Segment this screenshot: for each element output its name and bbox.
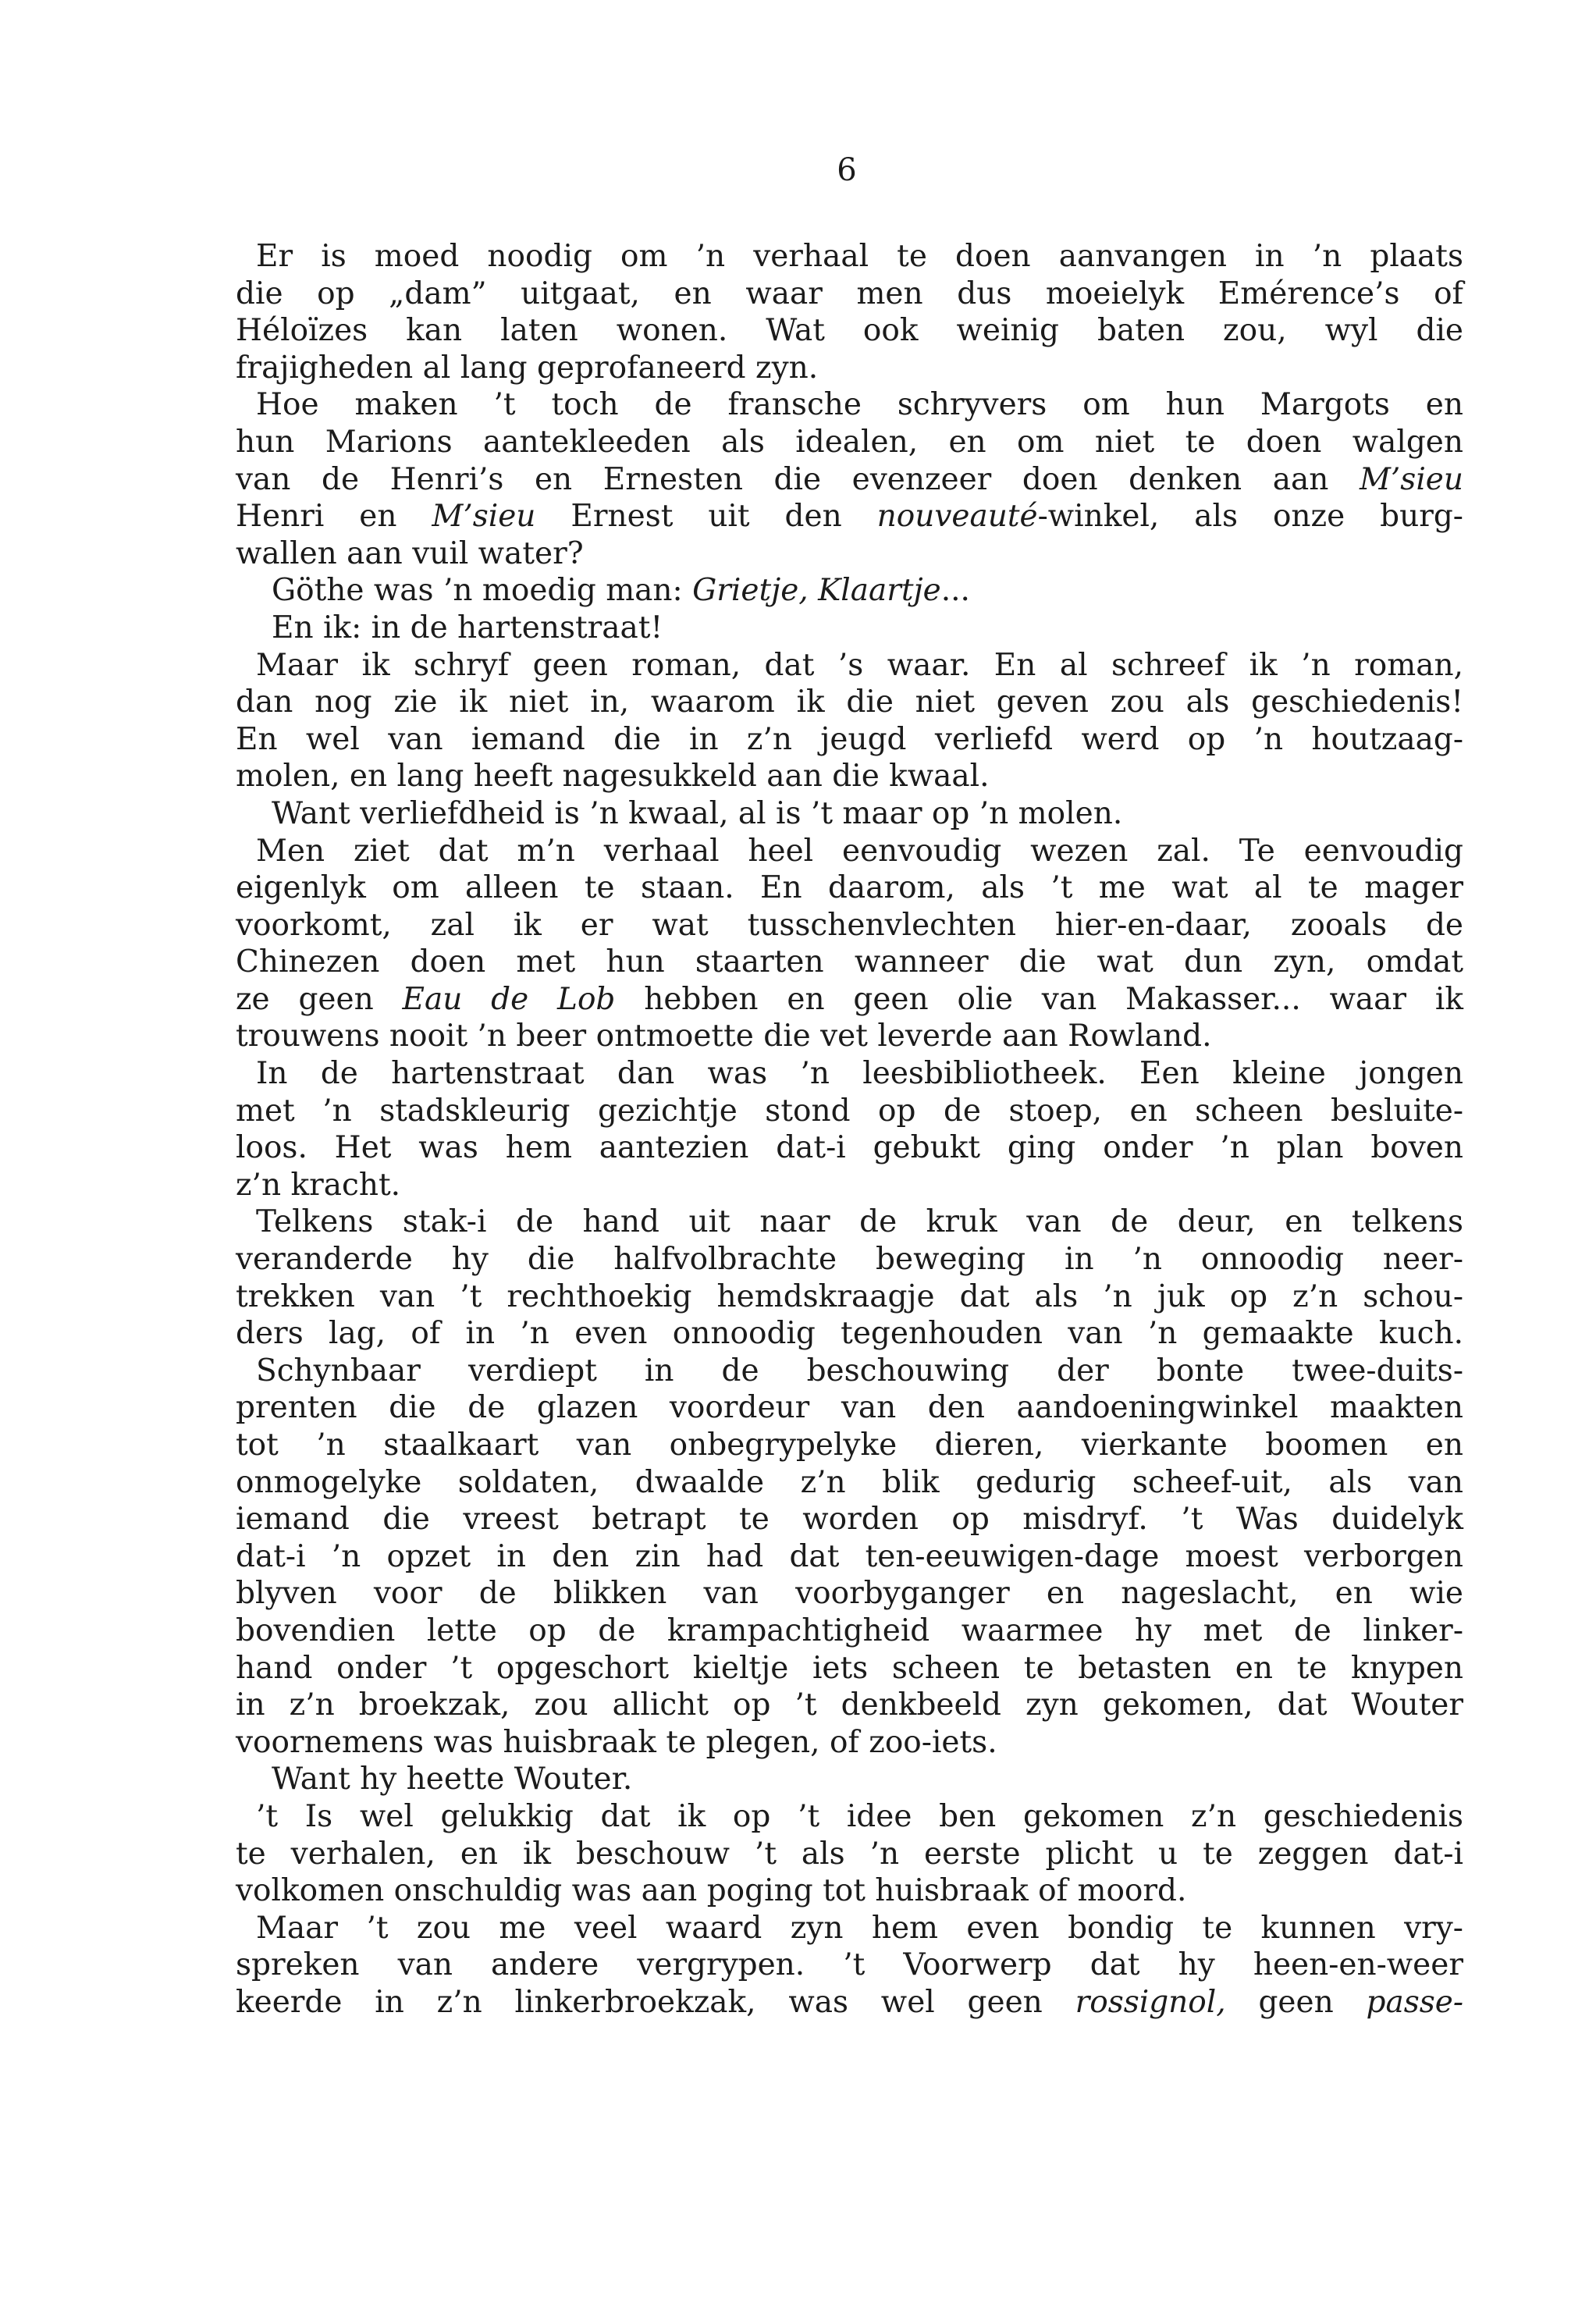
text-line: volkomen onschuldig was aan poging tot huisbraak of moord.	[236, 1873, 1187, 1909]
text-line: eigenlyk om alleen te staan. En daarom, als ’t me wat al te mager	[236, 870, 1463, 906]
text-line: ze geen Eau de Lob hebben en geen olie van Makasser... waar ik	[236, 981, 1464, 1017]
text-line: frajigheden al lang geprofaneerd zyn.	[236, 350, 819, 386]
text-line: voornemens was huisbraak te plegen, of zoo-iets.	[236, 1724, 997, 1760]
text-line: prenten die de glazen voordeur van den aandoeningwinkel maakten	[236, 1390, 1463, 1426]
text-line: Want verliefdheid is ’n kwaal, al is ’t maar op ’n molen.	[272, 795, 1123, 831]
text-line: van de Henri’s en Ernesten die evenzeer doen denken aan M’sieu	[236, 461, 1463, 497]
text-line: ’t Is wel gelukkig dat ik op ’t idee ben gekomen z’n geschiedenis	[256, 1798, 1463, 1834]
text-line: Göthe was ’n moedig man: Grietje, Klaartje...	[272, 573, 970, 609]
text-line: hun Marions aantekleeden als idealen, en om niet te doen walgen	[236, 424, 1463, 460]
text-line: dat-i ’n opzet in den zin had dat ten-eeuwigen-dage moest verborgen	[236, 1538, 1463, 1574]
text-line: Hoe maken ’t toch de fransche schryvers om hun Margots en	[256, 387, 1463, 423]
text-line: dan nog zie ik niet in, waarom ik die niet geven zou als geschiedenis!	[236, 684, 1463, 720]
text-line: Maar ik schryf geen roman, dat ’s waar. En al schreef ik ’n roman,	[256, 647, 1463, 683]
text-line: ders lag, of in ’n even onnoodig tegenhouden van ’n gemaakte kuch.	[236, 1316, 1463, 1352]
text-line: En ik: in de hartenstraat!	[272, 610, 663, 645]
page-number: 6	[837, 152, 857, 188]
text-line: met ’n stadskleurig gezichtje stond op de stoep, en scheen besluite-	[236, 1093, 1463, 1129]
text-line: In de hartenstraat dan was ’n leesbibliotheek. Een kleine jongen	[256, 1056, 1463, 1092]
text-line: Er is moed noodig om ’n verhaal te doen aanvangen in ’n plaats	[256, 239, 1463, 274]
text-line: blyven voor de blikken van voorbyganger en nageslacht, en wie	[236, 1576, 1463, 1612]
text-line: trekken van ’t rechthoekig hemdskraagje dat als ’n juk op z’n schou-	[236, 1278, 1463, 1314]
text-line: Men ziet dat m’n verhaal heel eenvoudig wezen zal. Te eenvoudig	[256, 833, 1463, 869]
text-line: te verhalen, en ik beschouw ’t als ’n eerste plicht u te zeggen dat-i	[236, 1836, 1463, 1872]
text-line: En wel van iemand die in z’n jeugd verliefd werd op ’n houtzaag-	[236, 721, 1463, 757]
text-line: Henri en M’sieu Ernest uit den nouveauté-winkel, als onze burg-	[236, 499, 1463, 535]
text-line: Chinezen doen met hun staarten wanneer die wat dun zyn, omdat	[236, 944, 1463, 980]
text-line: Schynbaar verdiept in de beschouwing der bonte twee-duits-	[256, 1353, 1463, 1388]
text-line: onmogelyke soldaten, dwaalde z’n blik gedurig scheef-uit, als van	[236, 1464, 1463, 1500]
text-line: trouwens nooit ’n beer ontmoette die vet leverde aan Rowland.	[236, 1019, 1212, 1054]
text-line: molen, en lang heeft nagesukkeld aan die kwaal.	[236, 759, 990, 795]
text-line: Telkens stak-i de hand uit naar de kruk van de deur, en telkens	[256, 1204, 1463, 1240]
text-line: Want hy heette Wouter.	[272, 1762, 633, 1797]
text-line: wallen aan vuil water?	[236, 535, 584, 571]
text-line: spreken van andere vergrypen. ’t Voorwerp dat hy heen-en-weer	[236, 1947, 1463, 1983]
text-line: keerde in z’n linkerbroekzak, was wel geen rossignol, geen passe-	[236, 1984, 1464, 2020]
text-line: z’n kracht.	[236, 1167, 401, 1203]
text-line: in z’n broekzak, zou allicht op ’t denkbeeld zyn gekomen, dat Wouter	[236, 1687, 1463, 1723]
text-line: veranderde hy die halfvolbrachte beweging in ’n onnoodig neer-	[236, 1242, 1463, 1278]
text-line: bovendien lette op de krampachtigheid waarmee hy met de linker-	[236, 1612, 1463, 1648]
text-line: hand onder ’t opgeschort kieltje iets scheen te betasten en te knypen	[236, 1650, 1463, 1686]
text-line: loos. Het was hem aantezien dat-i gebukt ging onder ’n plan boven	[236, 1130, 1463, 1166]
text-line: Héloïzes kan laten wonen. Wat ook weinig baten zou, wyl die	[236, 313, 1463, 349]
text-line: voorkomt, zal ik er wat tusschenvlechten hier-en-daar, zooals de	[236, 907, 1463, 943]
text-line: iemand die vreest betrapt te worden op misdryf. ’t Was duidelyk	[236, 1502, 1463, 1538]
text-line: die op „dam” uitgaat, en waar men dus moeielyk Emérence’s of	[236, 276, 1463, 311]
text-line: tot ’n staalkaart van onbegrypelyke dieren, vierkante boomen en	[236, 1428, 1463, 1463]
body-text	[236, 238, 1463, 2021]
text-line: Maar ’t zou me veel waard zyn hem even bondig te kunnen vry-	[256, 1910, 1463, 1946]
